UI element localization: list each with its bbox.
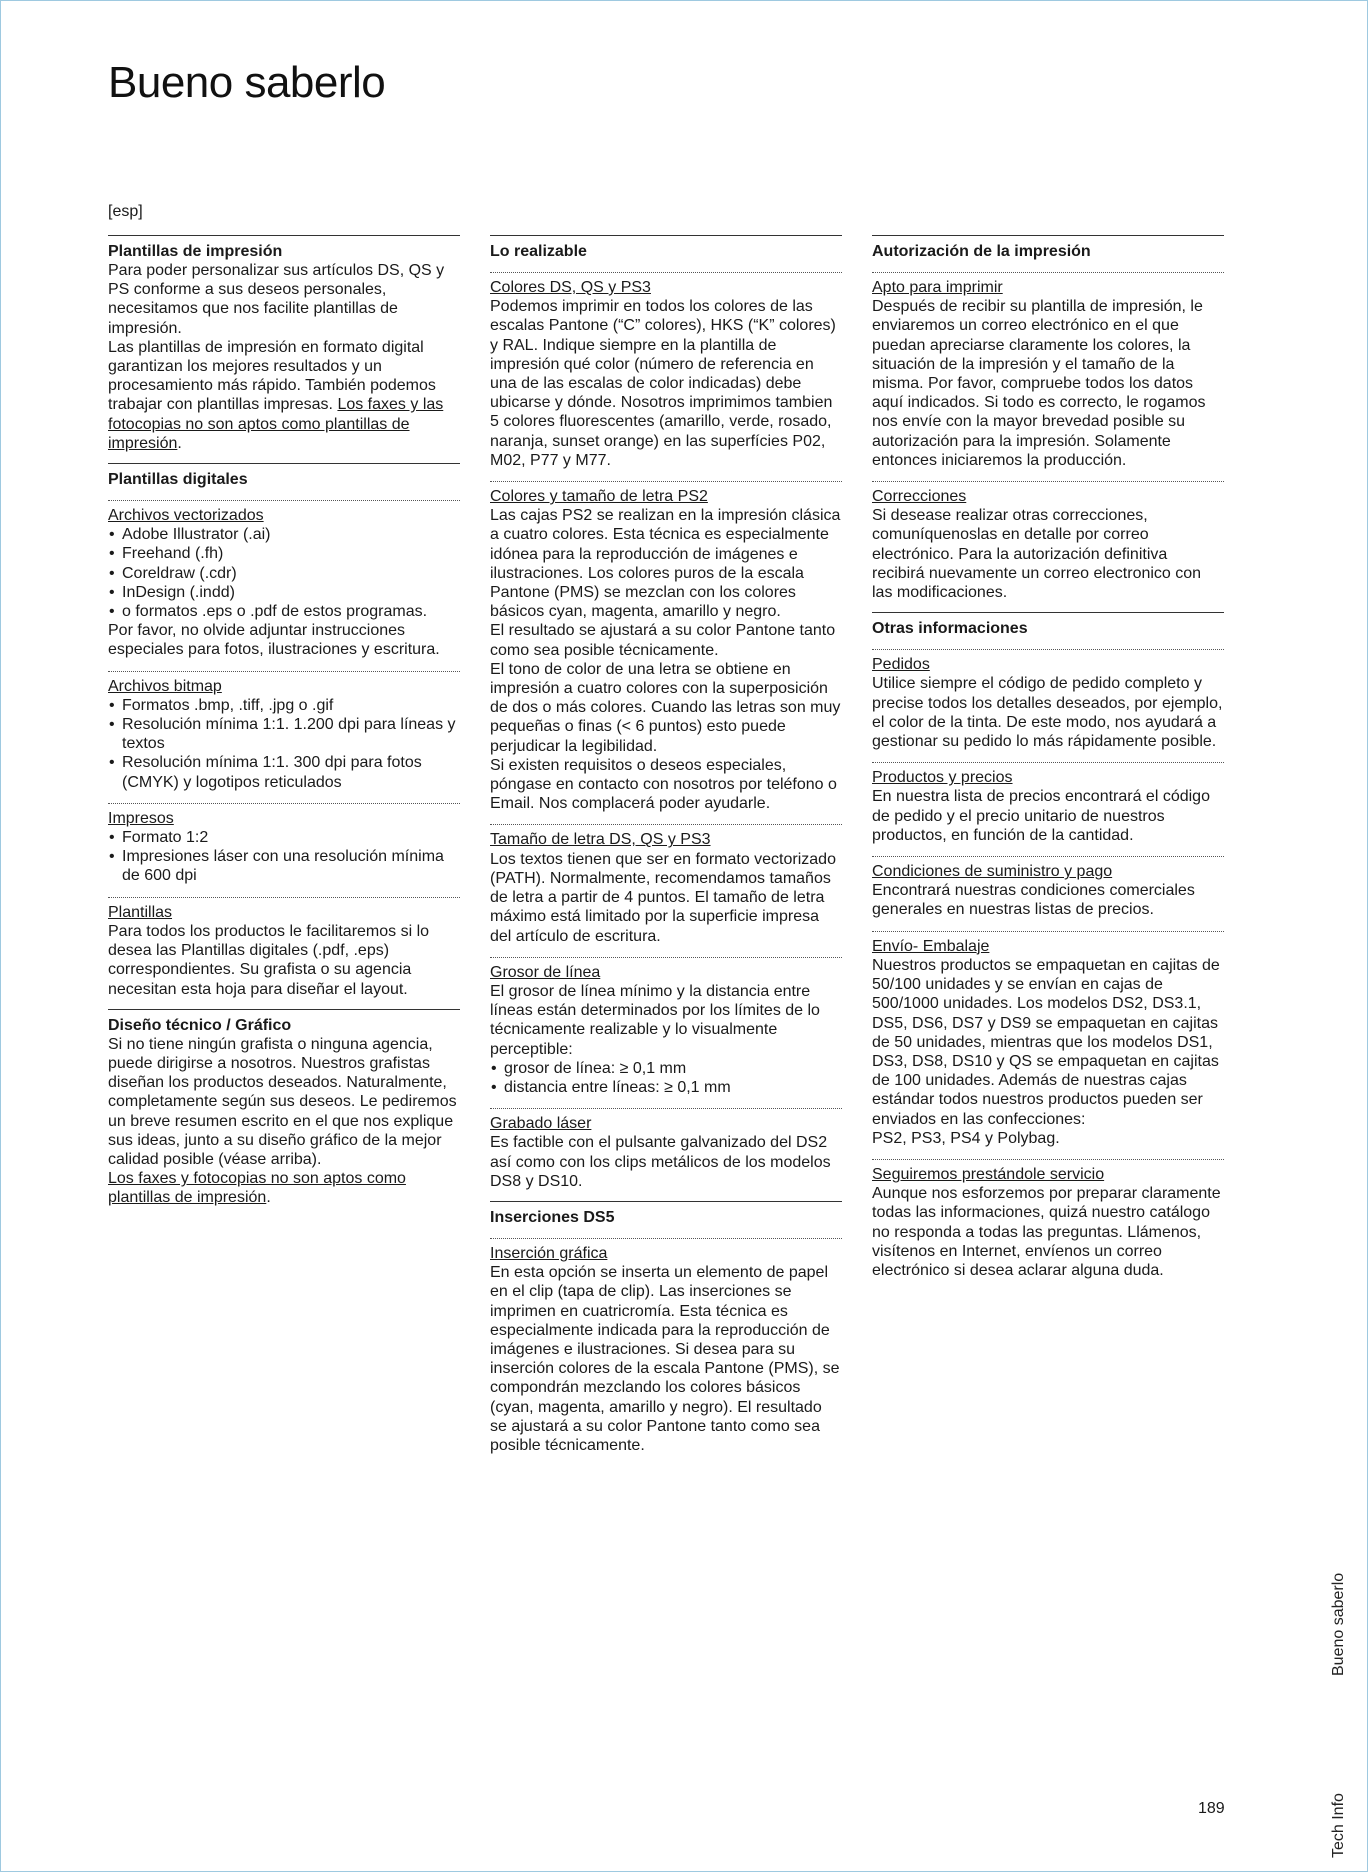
subsection-title: Pedidos [872,656,930,674]
section-heading-inserciones: Inserciones DS5 [490,1201,842,1227]
subsection-apto-imprimir [872,272,1224,470]
list-item: • InDesign (.indd) [108,583,460,602]
subsection-envio-embalaje [872,931,1224,1148]
subsection-title: Envío- Embalaje [872,937,990,955]
subsection-text: Los textos tienen que ser en formato vectorizado (PATH). Normalmente, recomendamos tamaños de letra a partir de 4 puntos. El tamaño de letra máximo está limitado por la superficie impresa del artículo de escritura. [490,850,836,945]
subsection-title: Seguiremos prestándole servicio [872,1165,1105,1183]
bullet-list [108,525,460,621]
fax-note: Los faxes y fotocopias no son aptos como plantillas de impresión [108,1170,406,1207]
subsection-tamano-letra [490,824,842,945]
bullet-list [490,1059,842,1097]
list-item: • o formatos .eps o .pdf de estos programas. [108,602,460,621]
subsection-title: Grosor de línea [490,963,601,981]
punctuation: . [177,434,182,452]
section-body-diseno [108,1035,460,1208]
list-item: • Formatos .bmp, .tiff, .jpg o .gif [108,696,460,715]
side-label-section: Tech Info [1330,1793,1347,1858]
section-heading-plantillas-digitales: Plantillas digitales [108,463,460,489]
bullet-list [108,828,460,886]
column-2 [490,235,842,1455]
fax-note: Los faxes y las fotocopias no son aptos como plantillas de impresión [108,396,444,452]
subsection-condiciones [872,856,1224,920]
subsection-text: Para todos los productos le facilitaremos si lo desea las Plantillas digitales (.pdf, .eps) correspondientes. Su grafista o su agencia necesitan esta hoja para diseñar el layout. [108,922,430,998]
subsection-title: Colores y tamaño de letra PS2 [490,488,708,506]
subsection-text: Podemos imprimir en todos los colores de las escalas Pantone (“C” colores), HKS (“K” colores) y RAL. Indique siempre en la plantilla de impresión qué color (número de referencia en una de las escalas de color indicadas) debe ubicarse y dónde. Nosotros imprimimos tambien 5 colores fluorescentes (amarillo, verde, rosado, naranja, sunset orange) en las superfícies P02, M02, P77 y M77. [490,298,836,469]
subsection-text: Encontrará nuestras condiciones comerciales generales en nuestras listas de precios. [872,882,1195,919]
subsection-title: Correcciones [872,488,967,506]
subsection-colores [490,272,842,470]
subsection-title: Productos y precios [872,769,1013,787]
list-item: • Resolución mínima 1:1. 1.200 dpi para líneas y textos [108,715,460,753]
subsection-title: Archivos bitmap [108,677,222,695]
subsection-text: Si desease realizar otras correcciones, comuníquenoslas en detalle por correo electrónico. Para la autorización definitiva recibirá nuevamente un correo electronico con las modificaciones. [872,507,1202,602]
subsection-title: Impresos [108,809,174,827]
subsection-insercion-grafica [490,1238,842,1455]
subsection-title: Plantillas [108,903,173,921]
subsection-text: Las cajas PS2 se realizan en la impresión clásica a cuatro colores. Esta técnica es especialmente idónea para la reproducción de imágenes e ilustraciones. Los colores puros de la escala Pantone (PMS) se mezclan con los colores básicos cyan, magenta, amarillo y negro. El resultado se ajustará a su color Pantone tanto como sea posible técnicamente. El tono de color de una letra se obtiene en impresión a cuatro colores con la superposición de dos o más colores. Cuando las letras son muy pequeñas o finas (< 6 puntos) esto puede perjudicar la legibilidad. Si existen requisitos o deseos especiales, póngase en contacto con nosotros por teléfono o Email. Nos complacerá poder ayudarle. [490,507,841,813]
subsection-productos-precios [872,762,1224,845]
column-3 [872,235,1224,1280]
paragraph: Para poder personalizar sus artículos DS, QS y PS conforme a sus deseos personales, necesitamos que nos facilite plantillas de impresión. Las plantillas de impresión en formato digital garantizan los mejores resultados y un procesamiento más rápido. También podemos trabajar con plantillas impresas. [108,262,445,414]
side-label-chapter: Bueno saberlo [1330,1572,1347,1676]
language-tag: [esp] [108,203,143,220]
subsection-title: Archivos vectorizados [108,507,264,525]
list-item: • Impresiones láser con una resolución mínima de 600 dpi [108,847,460,885]
subsection-impresos [108,803,460,886]
subsection-archivos-vectorizados [108,500,460,660]
list-item: • Adobe Illustrator (.ai) [108,525,460,544]
page-number: 189 [1198,1800,1225,1817]
column-1 [108,235,460,1208]
subsection-title: Grabado láser [490,1115,592,1133]
section-heading-lo-realizable: Lo realizable [490,235,842,261]
subsection-plantillas [108,897,460,999]
subsection-text: En esta opción se inserta un elemento de papel en el clip (tapa de clip). Las inserciones se imprimen en cuatricromía. Esta técnica es especialmente indicada para la reproducción de imágenes e ilustraciones. Si desea para su inserción colores de la escala Pantone (PMS), se compondrán mezclando los colores básicos (cyan, magenta, amarillo y negro). El resultado se ajustará a su color Pantone tanto como sea posible técnicamente. [490,1264,840,1454]
subsection-archivos-bitmap [108,671,460,792]
list-item: • distancia entre líneas: ≥ 0,1 mm [490,1078,842,1097]
subsection-title: Condiciones de suministro y pago [872,863,1113,881]
section-heading-autorizacion: Autorización de la impresión [872,235,1224,261]
subsection-servicio [872,1159,1224,1280]
list-item: • Formato 1:2 [108,828,460,847]
page-title: Bueno saberlo [108,58,386,107]
subsection-correcciones [872,481,1224,602]
subsection-text: Utilice siempre el código de pedido completo y precise todos los detalles deseados, por ejemplo, el color de la tinta. De este modo, nos ayudará a gestionar su pedido lo más rápidamente posible. [872,675,1223,751]
section-heading-plantillas-impresion: Plantillas de impresión [108,235,460,261]
subsection-text: En nuestra lista de precios encontrará el código de pedido y el precio unitario de nuestros productos, en función de la cantidad. [872,788,1210,844]
subsection-text: Es factible con el pulsante galvanizado del DS2 así como con los clips metálicos de los modelos DS8 y DS10. [490,1134,831,1190]
subsection-title: Apto para imprimir [872,279,1003,296]
paragraph: Si no tiene ningún grafista o ninguna agencia, puede dirigirse a nosotros. Nuestros grafistas diseñan los productos deseados. Naturalmente, completamente según sus deseos. Le pediremos un breve resumen escrito en el que nos explique sus ideas, junto a su diseño gráfico de la mejor calidad posible (véase arriba). [108,1035,457,1168]
subsection-colores-ps2 [490,481,842,813]
subsection-title: Colores DS, QS y PS3 [490,279,651,296]
subsection-text: Por favor, no olvide adjuntar instrucciones especiales para fotos, ilustraciones y escritura. [108,622,440,659]
subsection-text: Nuestros productos se empaquetan en cajitas de 50/100 unidades y se envían en cajas de 500/1000 unidades. Los modelos DS2, DS3.1, DS5, DS6, DS7 y DS9 se empaquetan en cajitas de 50 unidades, mientras que los modelos DS1, DS3, DS8, DS10 y QS se empaquetan en cajitas de 100 unidades. Además de nuestras cajas estándar todos nuestros productos pueden ser enviados en las confecciones: PS2, PS3, PS4 y Polybag. [872,956,1220,1147]
subsection-grosor-linea [490,957,842,1097]
punctuation: . [266,1189,271,1207]
bullet-list [108,696,460,792]
section-heading-diseno: Diseño técnico / Gráfico [108,1009,460,1035]
subsection-pedidos [872,649,1224,751]
subsection-title: Tamaño de letra DS, QS y PS3 [490,831,711,849]
section-body-plantillas-impresion [108,261,460,453]
subsection-text: Después de recibir su plantilla de impresión, le enviaremos un correo electrónico en el que puedan apreciarse claramente los colores, la situación de la impresión y el tamaño de la misma. Por favor, compruebe todos los datos aquí indicados. Si todo es correcto, le rogamos nos envíe con la mayor brevedad posible su autorización para la impresión. Solamente entonces iniciaremos la producción. [872,298,1206,469]
list-item: • Coreldraw (.cdr) [108,564,460,583]
subsection-text: El grosor de línea mínimo y la distancia entre líneas están determinados por los límites de lo técnicamente realizable y lo visualmente perceptible: [490,982,820,1058]
subsection-title: Inserción gráfica [490,1244,608,1262]
list-item: • grosor de línea: ≥ 0,1 mm [490,1059,842,1078]
subsection-text: Aunque nos esforzemos por preparar claramente todas las informaciones, quizá nuestro catálogo no responda a todas las preguntas. Llámenos, visítenos en Internet, envíenos un correo electrónico si desea aclarar alguna duda. [872,1185,1221,1279]
subsection-grabado-laser [490,1108,842,1191]
list-item: • Freehand (.fh) [108,544,460,563]
list-item: • Resolución mínima 1:1. 300 dpi para fotos (CMYK) y logotipos reticulados [108,753,460,791]
section-heading-otras-informaciones: Otras informaciones [872,612,1224,638]
